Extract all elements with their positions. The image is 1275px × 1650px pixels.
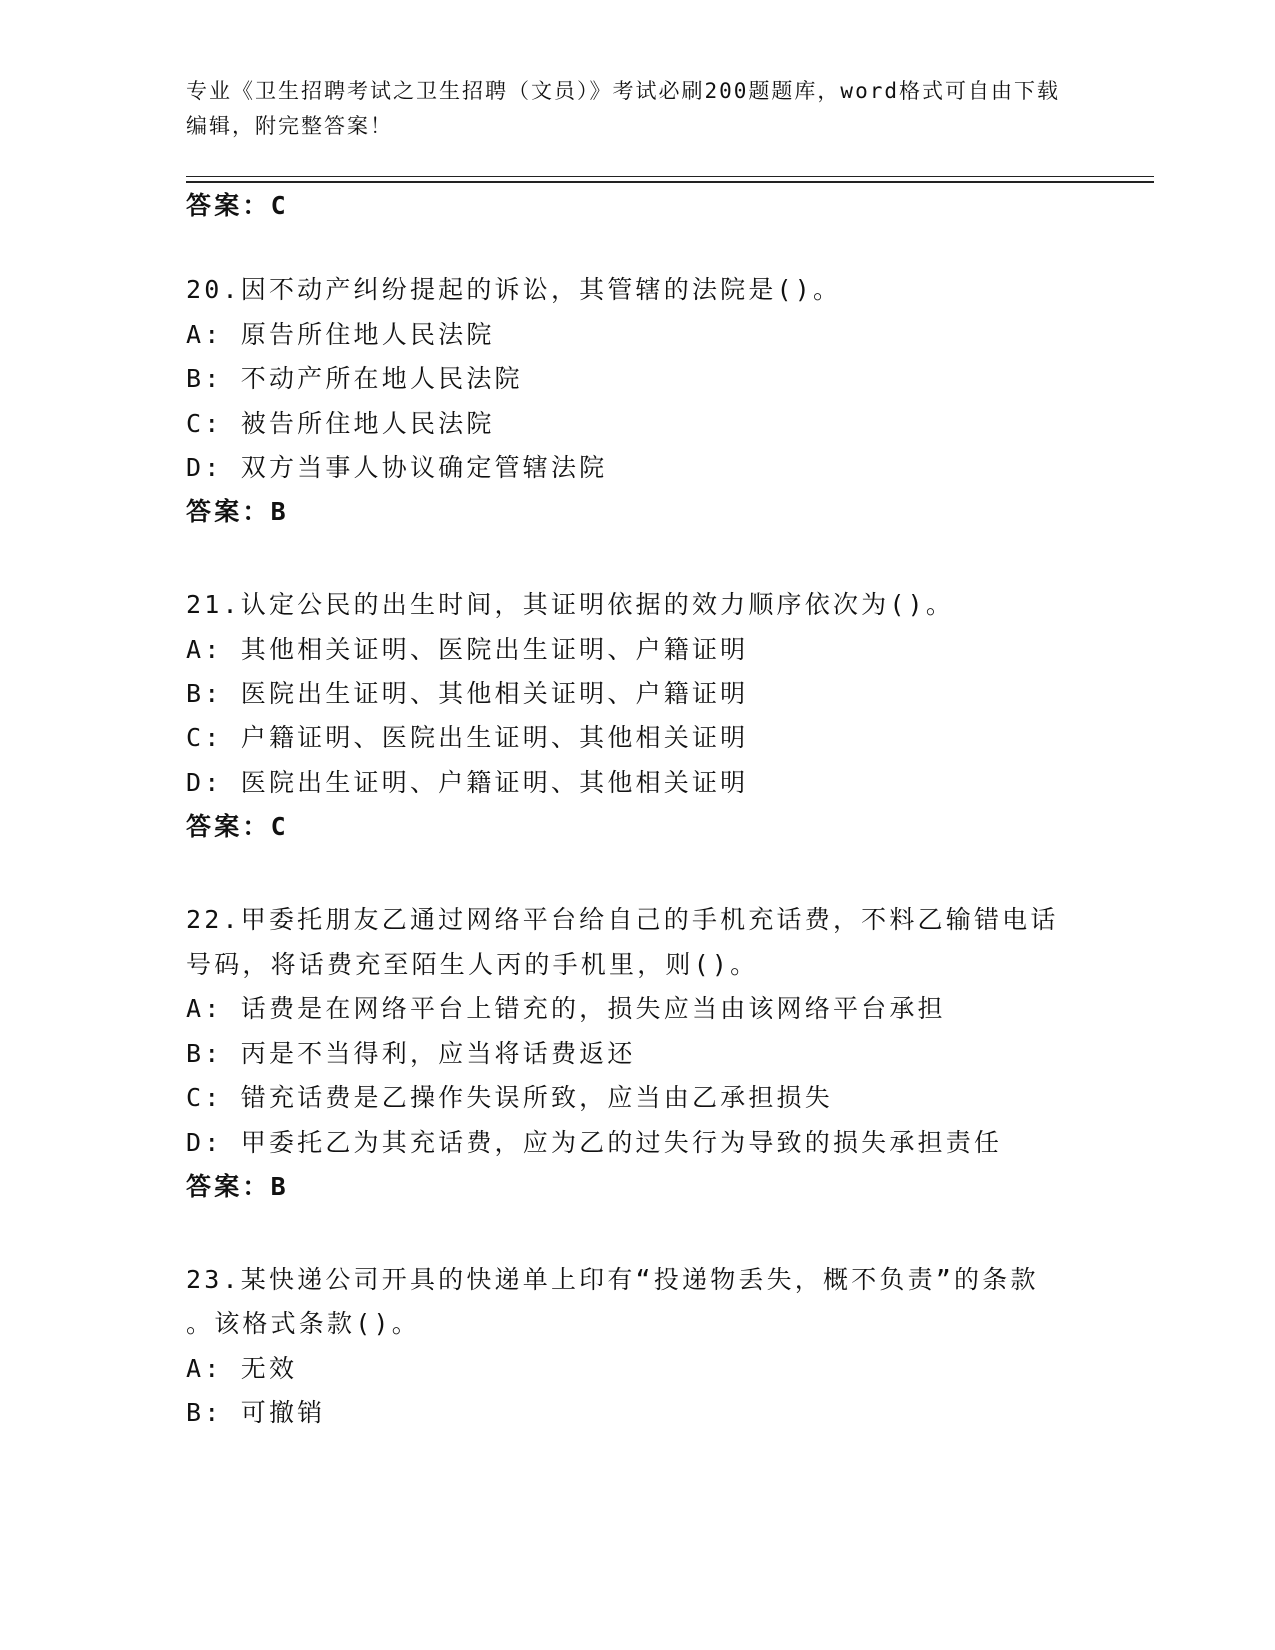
option-c: C: 被告所住地人民法院 — [186, 409, 495, 438]
option-b: B: 可撤销 — [186, 1398, 326, 1427]
header-rule-bottom — [186, 181, 1154, 183]
option-a: A: 原告所住地人民法院 — [186, 320, 495, 349]
question-stem: 21.认定公民的出生时间，其证明依据的效力顺序依次为()。 — [186, 590, 955, 619]
question-stem: 20.因不动产纠纷提起的诉讼，其管辖的法院是()。 — [186, 275, 842, 304]
option-c: C: 户籍证明、医院出生证明、其他相关证明 — [186, 723, 749, 752]
option-b: B: 医院出生证明、其他相关证明、户籍证明 — [186, 679, 749, 708]
header-rule-top — [186, 176, 1154, 177]
answer-label: 答案：C — [186, 191, 289, 220]
question-stem: 23.某快递公司开具的快递单上印有“投递物丢失，概不负责”的条款 — [186, 1265, 1039, 1294]
option-b: B: 不动产所在地人民法院 — [186, 364, 523, 393]
question-stem-continued: 。该格式条款()。 — [186, 1309, 420, 1338]
option-a: A: 无效 — [186, 1354, 298, 1383]
option-c: C: 错充话费是乙操作失误所致，应当由乙承担损失 — [186, 1083, 833, 1112]
answer-label: 答案：B — [186, 497, 289, 526]
answer-label: 答案：C — [186, 812, 289, 841]
option-d: D: 双方当事人协议确定管辖法院 — [186, 453, 608, 482]
answer-label: 答案：B — [186, 1172, 289, 1201]
document-header: 专业《卫生招聘考试之卫生招聘（文员）》考试必刷200题题库，word格式可自由下载编辑，附完整答案！ — [186, 79, 1060, 138]
option-b: B: 丙是不当得利，应当将话费返还 — [186, 1039, 636, 1068]
option-a: A: 其他相关证明、医院出生证明、户籍证明 — [186, 635, 749, 664]
option-d: D: 甲委托乙为其充话费，应为乙的过失行为导致的损失承担责任 — [186, 1128, 1003, 1157]
question-stem-continued: 号码，将话费充至陌生人丙的手机里，则()。 — [186, 950, 759, 979]
option-d: D: 医院出生证明、户籍证明、其他相关证明 — [186, 768, 749, 797]
option-a: A: 话费是在网络平台上错充的，损失应当由该网络平台承担 — [186, 994, 946, 1023]
question-stem: 22.甲委托朋友乙通过网络平台给自己的手机充话费，不料乙输错电话 — [186, 905, 1059, 934]
